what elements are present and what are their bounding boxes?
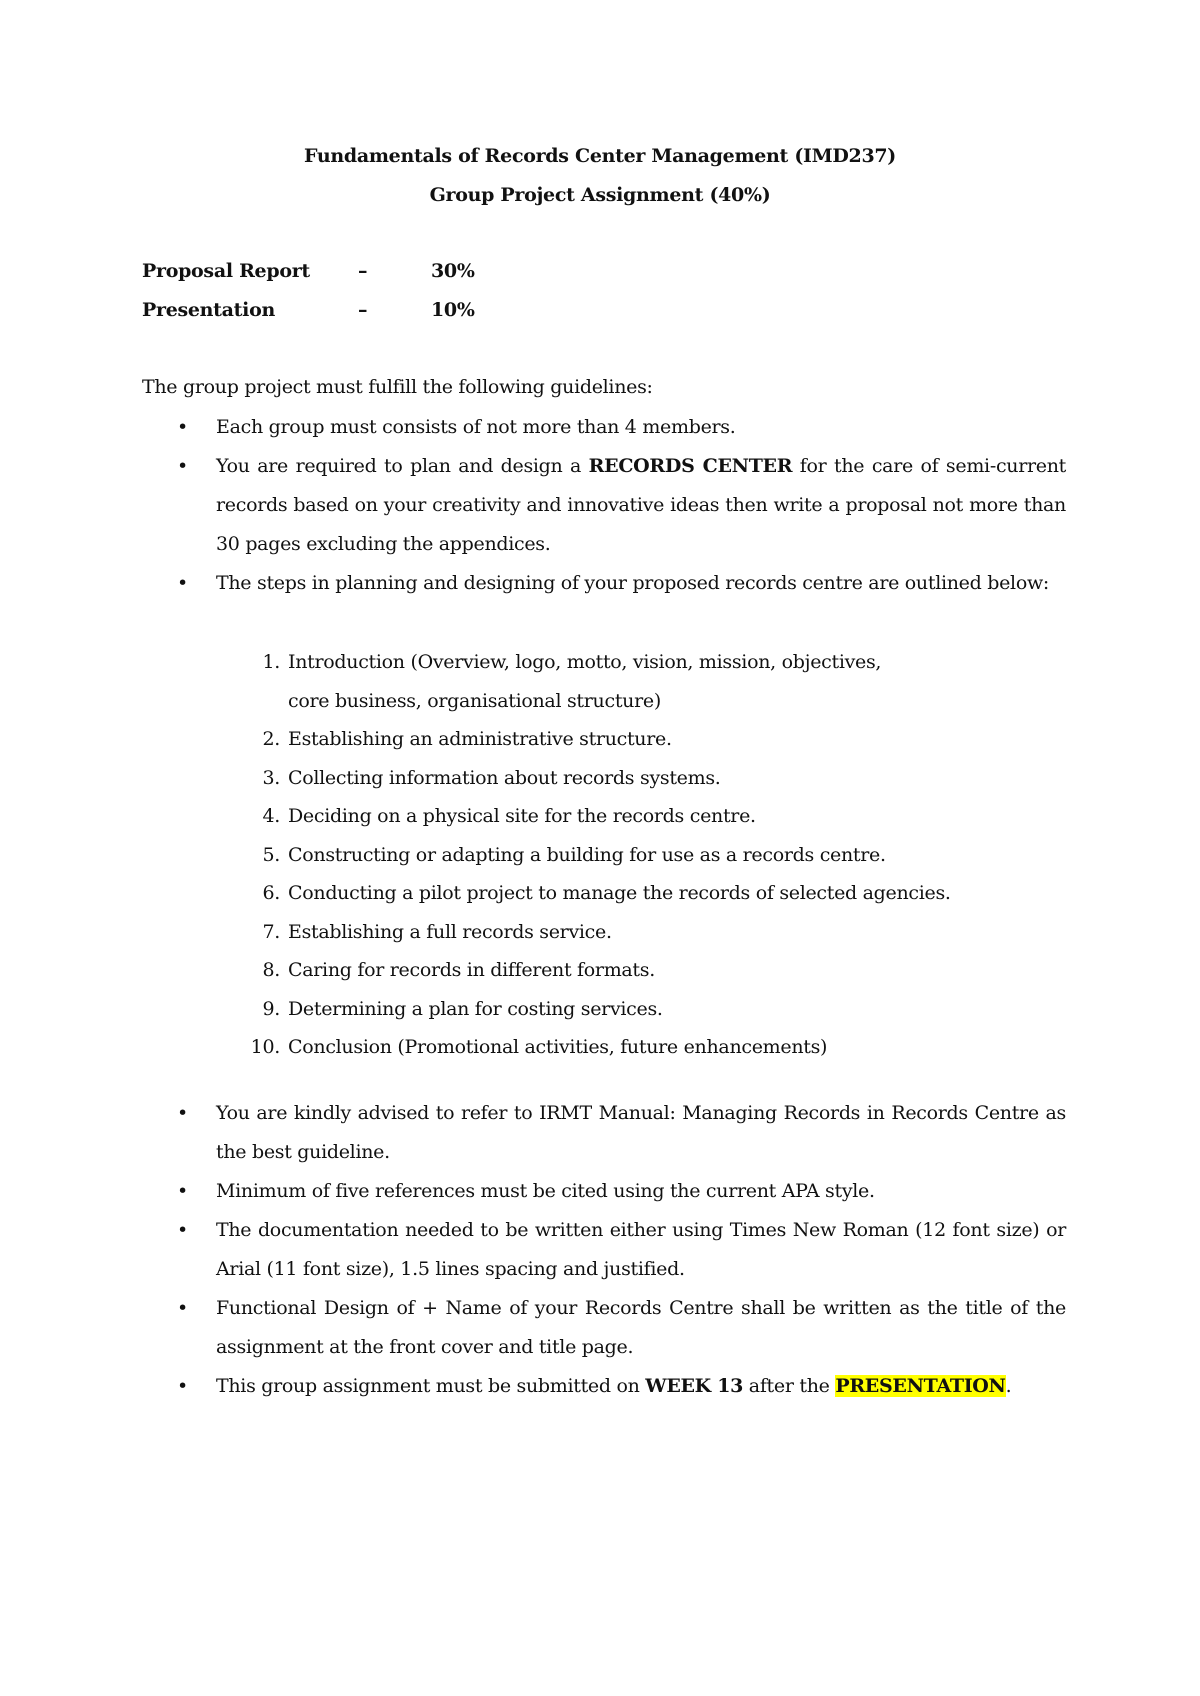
step-number: 1. [262, 651, 280, 673]
grading-percent: 10% [431, 299, 475, 321]
document-subtitle: Group Project Assignment (40%) [429, 184, 771, 206]
list-item [142, 564, 1066, 603]
list-item [142, 1367, 1066, 1406]
bullet-icon: • [177, 1102, 188, 1124]
list-item [142, 1172, 1066, 1211]
note-text: after the [743, 1375, 836, 1397]
note-text: This group assignment must be submitted on [216, 1375, 646, 1397]
step-number: 10. [250, 1036, 280, 1058]
document-title: Fundamentals of Records Center Management (IMD237) [304, 145, 896, 167]
step-item [242, 1028, 951, 1067]
guideline-text: You are required to plan and design a [216, 455, 589, 477]
step-number: 8. [262, 959, 280, 981]
grading-dash: – [358, 299, 368, 321]
notes-list [142, 1094, 1066, 1406]
step-item [242, 913, 951, 952]
bullet-icon: • [177, 416, 188, 438]
step-text: Establishing an administrative structure. [288, 728, 672, 750]
step-number: 4. [262, 805, 280, 827]
guidelines-intro: The group project must fulfill the following guidelines: [142, 376, 653, 398]
step-text: Conclusion (Promotional activities, future enhancements) [288, 1036, 828, 1058]
step-text: Introduction (Overview, logo, motto, vision, mission, objectives, [288, 651, 882, 673]
step-number: 7. [262, 920, 280, 943]
step-item [242, 720, 951, 759]
step-text: Collecting information about records systems. [288, 766, 721, 789]
step-number: 2. [262, 728, 280, 750]
list-item [142, 408, 1066, 447]
list-item [142, 1211, 1066, 1289]
bullet-icon: • [177, 455, 188, 477]
bullet-icon: • [177, 1297, 188, 1319]
step-item [242, 990, 951, 1029]
step-item [242, 874, 951, 913]
list-item [142, 447, 1066, 564]
step-text: Caring for records in different formats. [288, 959, 655, 981]
note-text: Minimum of five references must be cited using the current APA style. [216, 1180, 875, 1202]
list-item [142, 1289, 1066, 1367]
guidelines-list [142, 408, 1066, 603]
note-text: You are kindly advised to refer to IRMT Manual: Managing Records in Records Centre as the best guideline. [216, 1102, 1066, 1163]
step-item [242, 759, 951, 798]
bullet-icon: • [177, 1219, 188, 1241]
step-number: 3. [262, 766, 280, 789]
step-item [242, 951, 951, 990]
steps-list [242, 643, 951, 1067]
list-item [142, 1094, 1066, 1172]
step-item [242, 836, 951, 875]
step-number: 6. [262, 882, 280, 904]
bullet-icon: • [177, 572, 188, 594]
guideline-text: The steps in planning and designing of your proposed records centre are outlined below: [216, 572, 1050, 594]
step-text: Determining a plan for costing services. [288, 997, 663, 1020]
step-number: 5. [262, 843, 280, 866]
note-text: The documentation needed to be written either using Times New Roman (12 font size) or Arial (11 font size), 1.5 lines spacing and justified. [216, 1219, 1066, 1280]
grading-dash: – [358, 260, 368, 282]
step-text: Constructing or adapting a building for use as a records centre. [288, 843, 886, 866]
guideline-text: Each group must consists of not more than 4 members. [216, 416, 736, 438]
step-item [242, 797, 951, 836]
note-text: Functional Design of + Name of your Records Centre shall be written as the title of the assignment at the front cover and title page. [216, 1297, 1066, 1358]
note-text: . [1005, 1375, 1012, 1397]
step-text: Establishing a full records service. [288, 920, 612, 943]
step-number: 9. [262, 997, 280, 1020]
bullet-icon: • [177, 1180, 188, 1202]
step-text: Deciding on a physical site for the records centre. [288, 805, 756, 827]
grading-percent: 30% [431, 260, 475, 282]
grading-label: Proposal Report [142, 260, 310, 282]
grading-label: Presentation [142, 299, 275, 321]
bullet-icon: • [177, 1375, 188, 1397]
step-text: Conducting a pilot project to manage the records of selected agencies. [288, 882, 951, 904]
records-center-emphasis: RECORDS CENTER [588, 455, 793, 477]
guideline-text: for the care of semi-current records based on your creativity and innovative ideas then write a proposal not more than 30 pages excluding the appendices. [216, 455, 1066, 555]
step-text-continued: core business, organisational structure) [288, 689, 661, 712]
presentation-highlight: PRESENTATION [835, 1375, 1006, 1397]
step-item [242, 643, 951, 720]
week-emphasis: WEEK 13 [645, 1375, 744, 1397]
